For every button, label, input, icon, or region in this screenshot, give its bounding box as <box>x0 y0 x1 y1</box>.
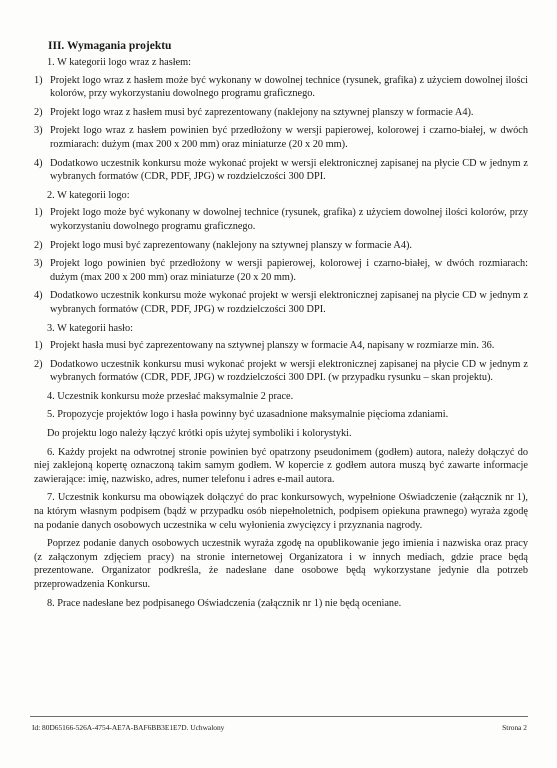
item-text: Projekt logo wraz z hasłem musi być zaprezentowany (naklejony na sztywnej planszy w formacie A4). <box>50 106 474 118</box>
item-number: 3) <box>34 258 43 270</box>
list-item <box>34 289 528 316</box>
paragraph-publikacja: Poprzez podanie danych osobowych uczestnik wyraża zgodę na opublikowanie jego imienia i nazwiska oraz pracy (z załączonym zdjęciem pracy) na stronie internetowej Organizatora i w innych mediach, gdzie prace będą prezentowane. Organizator podkreśla, że nadesłane dane osobowe będą wykorzystane jedynie dla potrzeb przeprowadzenia Konkursu. <box>34 538 528 590</box>
list-item <box>34 124 528 151</box>
subsection-title-haslo: 3. W kategorii hasło: <box>47 322 133 334</box>
item-text: Projekt hasła musi być zaprezentowany na sztywnej planszy w formacie A4, napisany w rozmiarze min. 36. <box>50 340 495 352</box>
list-item <box>34 257 528 284</box>
paragraph-godlo: 6. Każdy projekt na odwrotnej stronie powinien być opatrzony pseudonimem (godłem) autora, należy dołączyć do niej zaklejoną kopertę oznaczoną takim samym godłem. W kopercie z godłem autora muszą być zawarte informacje zawierające: imię, nazwisko, adres, numer telefonu i adres e-mail autora. <box>34 446 528 485</box>
list-item <box>34 206 528 233</box>
item-number: 2) <box>34 106 43 118</box>
document-body <box>34 56 528 615</box>
subsection-title-logo-haslo: 1. W kategorii logo wraz z hasłem: <box>47 57 192 68</box>
item-number: 1) <box>34 74 43 86</box>
item-text: Projekt logo powinien być przedłożony w wersji papierowej, kolorowej i czarno-białej, w dwóch rozmiarach: dużym (max 200 x 200 mm) oraz miniaturze (20 x 20 mm). <box>50 258 528 283</box>
paragraph-max-prace: 4. Uczestnik konkursu może przesłać maksymalnie 2 prace. <box>47 390 294 402</box>
item-number: 3) <box>34 125 43 137</box>
item-number: 4) <box>34 157 43 169</box>
list-item <box>34 106 528 120</box>
document-id: Id: 80D65166-526A-4754-AE7A-BAF6BB3E1E7D. Uchwalony <box>32 723 225 732</box>
list-item <box>34 157 528 184</box>
item-text: Dodatkowo uczestnik konkursu musi wykonać projekt w wersji elektronicznej zapisanej na płycie CD w jednym z wybranych formatów (CDR, PDF, JPG) w rozdzielczości 300 DPI. (w przypadku rysunku – skan projektu). <box>50 358 528 384</box>
paragraph-oswiadczenie: 7. Uczestnik konkursu ma obowiązek dołączyć do prac konkursowych, wypełnione Oświadczenie (załącznik nr 1), na którym własnym podpisem (bądź w przypadku osób niepełnoletnich, podpisem opiekuna prawnego) wyraża zgodę na podanie danych osobowych uczestnika w celu wyłonienia zwycięzcy i przyznania nagrody. <box>34 492 528 531</box>
item-number: 1) <box>34 340 43 352</box>
page-number: Strona 2 <box>502 723 527 732</box>
list-item <box>34 339 528 353</box>
paragraph-uzasadnienie: 5. Propozycje projektów logo i hasła powinny być uzasadnione maksymalnie pięcioma zdaniami. <box>47 409 449 421</box>
list-item <box>34 358 528 385</box>
item-text: Projekt logo musi być zaprezentowany (naklejony na sztywnej planszy w formacie A4). <box>50 239 412 251</box>
item-text: Projekt logo wraz z hasłem powinien być przedłożony w wersji papierowej, kolorowej i czarno-białej, w dwóch rozmiarach: dużym (max 200 x 200 mm) oraz miniaturze (20 x 20 mm). <box>50 125 528 150</box>
item-number: 2) <box>34 358 43 370</box>
paragraph-bez-oswiadczenia: 8. Prace nadesłane bez podpisanego Oświadczenia (załącznik nr 1) nie będą oceniane. <box>47 597 402 609</box>
subsection-title-logo: 2. W kategorii logo: <box>47 189 130 201</box>
item-number: 4) <box>34 290 43 302</box>
section-heading: III. Wymagania projektu <box>48 40 172 52</box>
item-text: Dodatkowo uczestnik konkursu może wykonać projekt w wersji elektronicznej zapisanej na płycie CD w jednym z wybranych formatów (CDR, PDF, JPG) w rozdzielczości 300 DPI. <box>50 157 528 183</box>
item-text: Projekt logo może być wykonany w dowolnej technice (rysunek, grafika) z użyciem dowolnej ilości kolorów, przy wykorzystaniu dowolnego programu graficznego. <box>50 207 528 232</box>
list-item <box>34 239 528 253</box>
item-number: 2) <box>34 239 43 251</box>
item-text: Projekt logo wraz z hasłem może być wykonany w dowolnej technice (rysunek, grafika) z użyciem dowolnej ilości kolorów, przy wykorzystaniu dowolnego programu graficznego. <box>50 74 528 100</box>
paragraph-opis-symboliki: Do projektu logo należy łączyć krótki opis użytej symboliki i kolorystyki. <box>47 428 352 440</box>
item-text: Dodatkowo uczestnik konkursu może wykonać projekt w wersji elektronicznej zapisanej na płycie CD w jednym z wybranych formatów (CDR, PDF, JPG) w rozdzielczości 300 DPI. <box>50 290 528 315</box>
footer-divider <box>30 716 528 717</box>
list-item <box>34 74 528 101</box>
item-number: 1) <box>34 207 43 219</box>
